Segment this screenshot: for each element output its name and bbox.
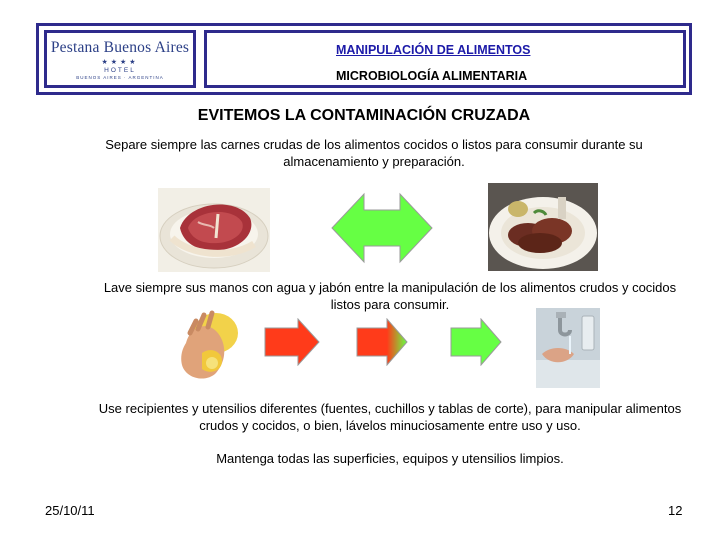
- section-heading: EVITEMOS LA CONTAMINACIÓN CRUZADA: [197, 107, 531, 124]
- hands-soap-image: [172, 303, 250, 387]
- red-arrow-icon: [264, 318, 320, 366]
- logo-hotel: HOTEL: [104, 67, 136, 74]
- logo-stars: ★★★★: [101, 59, 139, 66]
- logo-name: Pestana Buenos Aires: [50, 39, 190, 56]
- footer-date: 25/10/11: [45, 503, 95, 518]
- paragraph-utensils: Use recipientes y utensilios diferentes (fuentes, cuchillos y tablas de corte), para manipular alimentos crudos y cocidos, o bien, lávelos minuciosamente entre uso y uso.: [98, 401, 682, 433]
- red-green-arrow-icon: [356, 318, 408, 366]
- green-arrow-icon: [450, 318, 502, 366]
- hand-washing-image: [536, 308, 600, 388]
- cooked-meat-image: [488, 183, 598, 271]
- document-subtitle: MICROBIOLOGÍA ALIMENTARIA: [336, 69, 528, 83]
- paragraph-separate: Separe siempre las carnes crudas de los alimentos cocidos o listos para consumir durante su almacenamiento y preparación.: [105, 137, 643, 169]
- document-title: MANIPULACIÓN DE ALIMENTOS: [336, 43, 531, 57]
- paragraph-wash-hands: Lave siempre sus manos con agua y jabón entre la manipulación de los alimentos crudos y cocidos listos para consumir.: [103, 280, 677, 312]
- raw-meat-image: [158, 188, 270, 272]
- hotel-logo: [44, 30, 196, 88]
- paragraph-clean-surfaces: Mantenga todas las superficies, equipos y utensilios limpios.: [216, 451, 564, 466]
- logo-location: BUENOS AIRES · ARGENTINA: [76, 75, 164, 80]
- page-number: 12: [668, 503, 683, 518]
- double-arrow-icon: [330, 192, 434, 264]
